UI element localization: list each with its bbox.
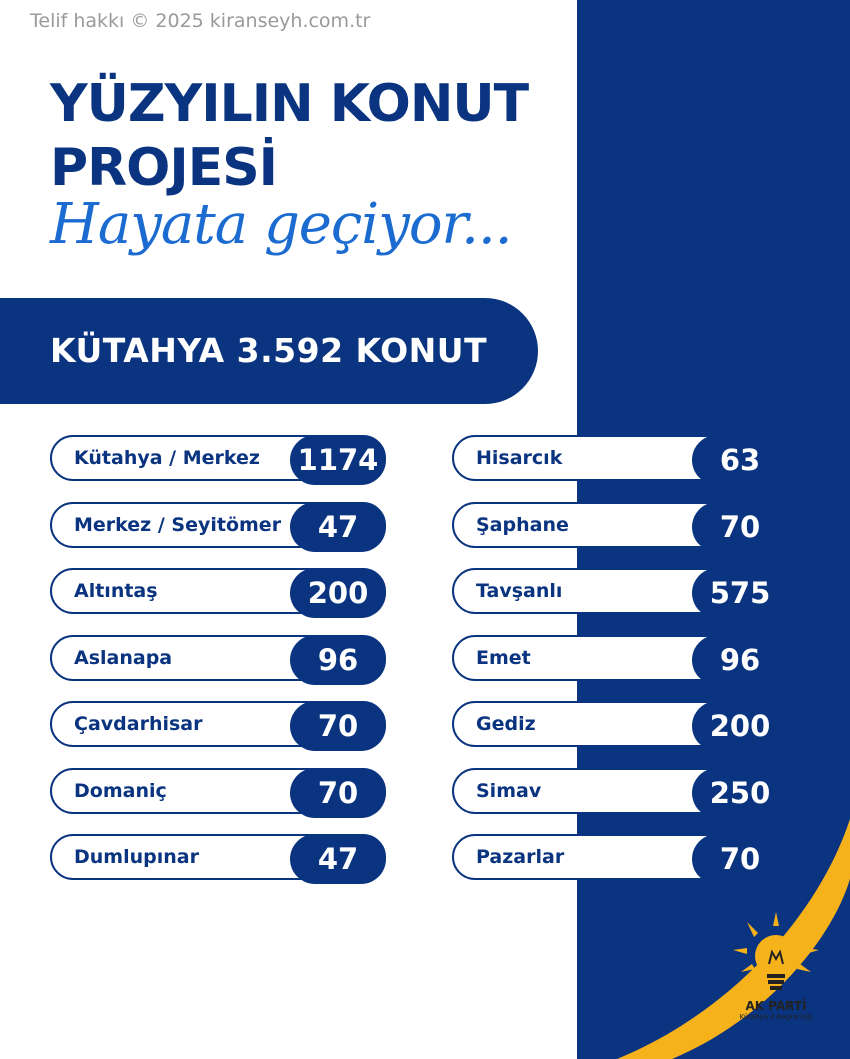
subtitle: Hayata geçiyor...: [50, 192, 512, 257]
district-count: 1174: [290, 435, 386, 485]
district-count: 47: [290, 834, 386, 884]
title-line-2: PROJESİ: [50, 138, 278, 198]
district-row: [50, 768, 386, 814]
district-name: Pazarlar: [476, 846, 565, 868]
district-row: [452, 768, 788, 814]
district-row: [50, 834, 386, 880]
copyright-watermark: Telif hakkı © 2025 kiranseyh.com.tr: [30, 10, 371, 32]
logo-subtitle: Kütahya İl Başkanlığı: [739, 1013, 813, 1021]
district-name: Çavdarhisar: [74, 713, 203, 735]
district-count: 70: [692, 502, 788, 552]
district-name: Gediz: [476, 713, 536, 735]
district-count: 200: [692, 701, 788, 751]
district-name: Kütahya / Merkez: [74, 447, 260, 469]
district-row: [50, 701, 386, 747]
district-row: [452, 635, 788, 681]
district-count: 70: [290, 701, 386, 751]
district-count: 96: [692, 635, 788, 685]
page-title: [50, 72, 528, 200]
title-line-1: YÜZYILIN KONUT: [50, 74, 529, 134]
total-banner: [0, 298, 538, 404]
party-logo: [728, 912, 824, 1021]
district-row: [50, 502, 386, 548]
district-name: Domaniç: [74, 780, 167, 802]
district-count: 63: [692, 435, 788, 485]
district-name: Merkez / Seyitömer: [74, 514, 282, 536]
district-name: Tavşanlı: [476, 580, 563, 602]
banner-text: KÜTAHYA 3.592 KONUT: [50, 331, 488, 370]
district-row: [452, 568, 788, 614]
district-row: [50, 435, 386, 481]
district-count: 47: [290, 502, 386, 552]
lightbulb-icon: [731, 912, 821, 994]
district-row: [452, 435, 788, 481]
district-row: [452, 701, 788, 747]
district-count: 70: [290, 768, 386, 818]
district-row: [452, 834, 788, 880]
district-name: Simav: [476, 780, 542, 802]
district-name: Altıntaş: [74, 580, 158, 602]
district-row: [452, 502, 788, 548]
district-count: 575: [692, 568, 788, 618]
district-count: 250: [692, 768, 788, 818]
district-name: Aslanapa: [74, 647, 173, 669]
district-name: Şaphane: [476, 514, 569, 536]
district-count: 96: [290, 635, 386, 685]
district-name: Dumlupınar: [74, 846, 199, 868]
district-name: Emet: [476, 647, 531, 669]
district-row: [50, 568, 386, 614]
logo-name: AK PARTİ: [745, 999, 807, 1013]
district-count: 200: [290, 568, 386, 618]
district-row: [50, 635, 386, 681]
district-name: Hisarcık: [476, 447, 563, 469]
district-count: 70: [692, 834, 788, 884]
